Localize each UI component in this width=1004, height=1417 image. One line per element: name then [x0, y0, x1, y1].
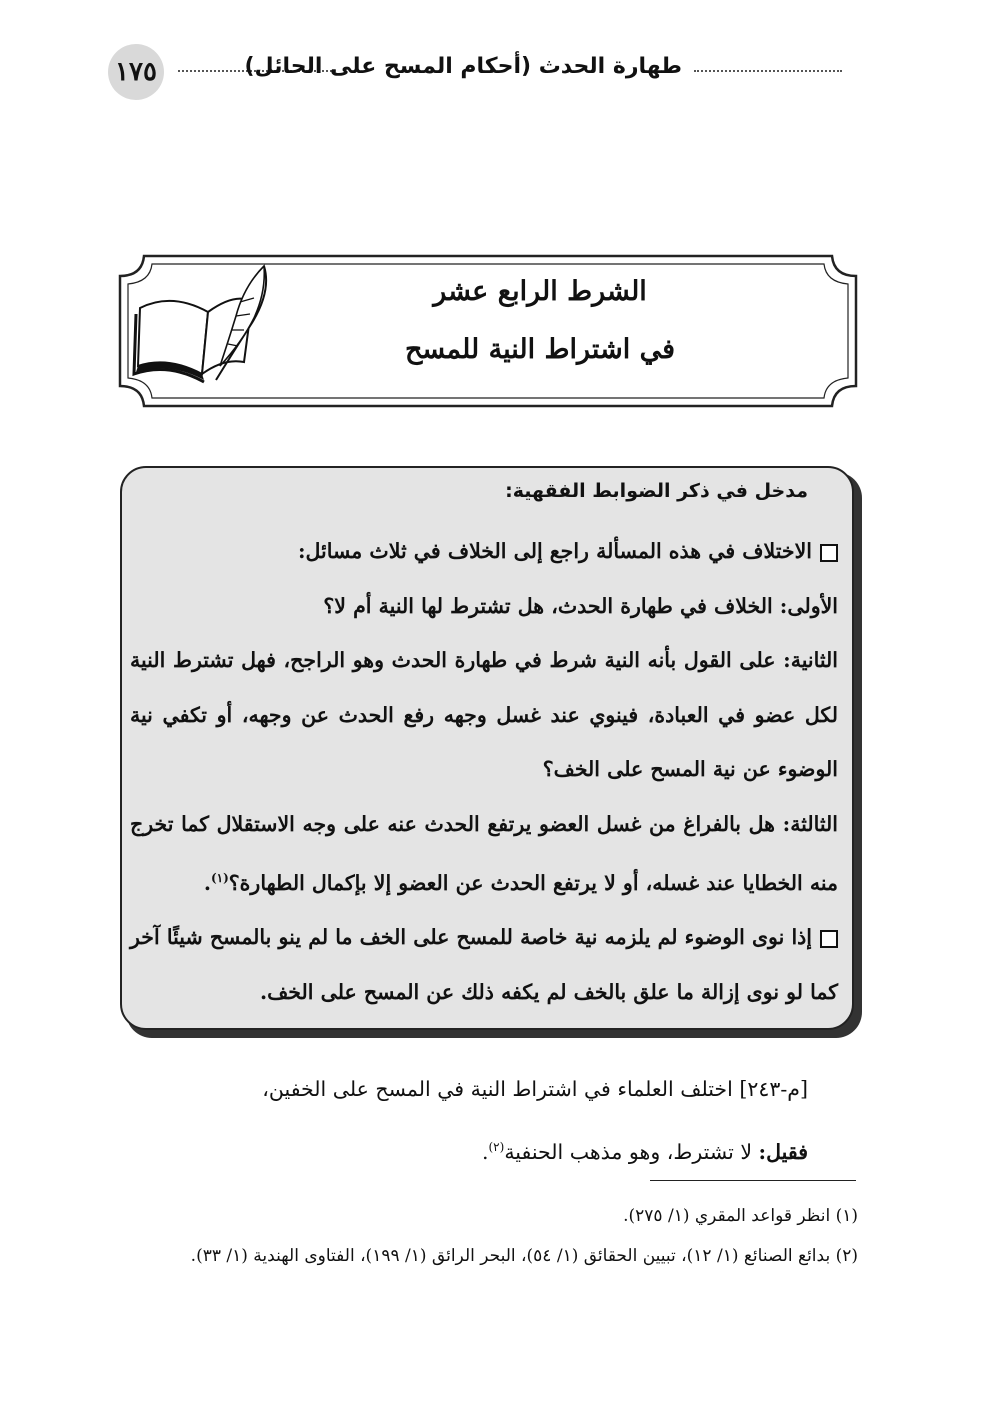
book-quill-icon: [132, 262, 274, 388]
summary-para-3: الثانية: على القول بأنه النية شرط في طهارة الحدث وهو الراجح، فهل تشترط النية لكل عضو في العبادة، فينوي عند غسل وجهه رفع الحدث عن وجهه، أو تكفي نية الوضوء عن نية المسح على الخف؟: [130, 648, 838, 781]
summary-para-1: الاختلاف في هذه المسألة راجع إلى الخلاف في ثلاث مسائل:: [130, 524, 838, 579]
summary-para-5: إذا نوى الوضوء لم يلزمه نية خاصة للمسح على الخف ما لم ينو بالمسح شيئًا آخر كما لو نوى إزالة ما علق بالخف لم يكفه ذلك عن المسح على الخف.: [130, 925, 838, 1004]
footnote-divider: [650, 1180, 856, 1181]
body-line-1: [م-٢٤٣] اختلف العلماء في اشتراط النية في المسح على الخفين،: [262, 1077, 808, 1101]
checkbox-bullet-icon: [820, 930, 838, 948]
chapter-subtitle: في اشتراط النية للمسح: [404, 334, 676, 365]
body-line-2: فقيل: لا تشترط، وهو مذهب الحنفية$^{(٢)}$.: [481, 1139, 808, 1164]
footnote-1: (١) انظر قواعد المقري (١/ ٢٧٥).: [623, 1206, 858, 1226]
checkbox-bullet-icon: [820, 544, 838, 562]
footnote-ref-1: (١): [210, 871, 229, 885]
summary-body: [130, 524, 838, 1019]
chapter-title: الشرط الرابع عشر: [433, 276, 647, 307]
summary-para-4: الثالثة: هل بالفراغ من غسل العضو يرتفع الحدث عنه على وجه الاستقلال كما تخرج منه الخطايا عند غسله، أو لا يرتفع الحدث عن العضو إلا بإكمال الطهارة؟$^{(١)}$.: [130, 811, 838, 895]
header-dots-right: [694, 70, 842, 72]
summary-heading: مدخل في ذكر الضوابط الفقهية:: [505, 480, 808, 502]
summary-para-2: الأولى: الخلاف في طهارة الحدث، هل تشترط لها النية أم لا؟: [323, 593, 838, 618]
body-text: [200, 1060, 808, 1181]
running-title: طهارة الحدث (أحكام المسح على الحائل): [244, 54, 682, 79]
body-label-faqil: فقيل:: [758, 1139, 808, 1164]
footnotes: [118, 1196, 858, 1276]
footnote-2: (٢) بدائع الصنائع (١/ ١٢)، تبيين الحقائق (١/ ٥٤)، البحر الرائق (١/ ١٩٩)، الفتاوى الهندية (١/ ٣٣).: [190, 1246, 858, 1266]
page-number: ١٧٥: [108, 44, 164, 100]
footnote-ref-2: (٢): [488, 1140, 505, 1154]
